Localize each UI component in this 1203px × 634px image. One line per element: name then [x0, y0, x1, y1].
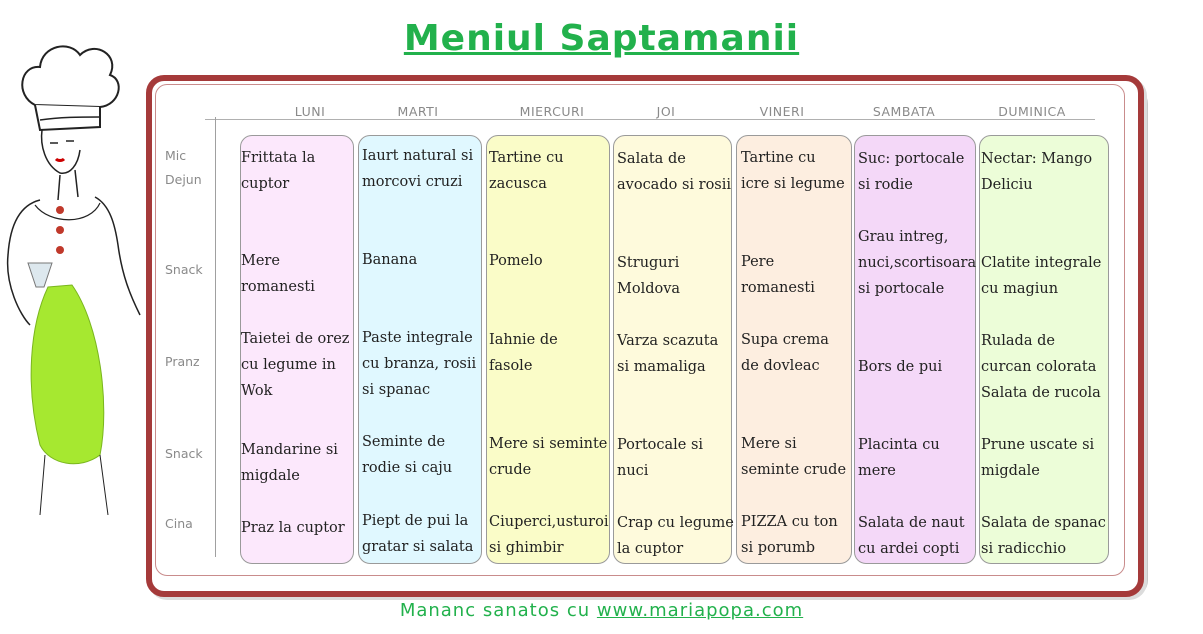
menu-cell: Iaurt natural si morcovi cruzi [362, 148, 474, 190]
meal-label-pranz: Pranz [165, 354, 200, 369]
menu-cell: Bors de pui [858, 359, 943, 375]
menu-cell: Mandarine si migdale [241, 442, 338, 484]
menu-cell: Salata de avocado si rosii [617, 151, 732, 193]
menu-cell: Ciuperci,usturoi si ghimbir [489, 514, 609, 556]
menu-cell: Paste integrale cu branza, rosii si spanac [362, 330, 477, 398]
menu-cell: Frittata la cuptor [241, 150, 316, 192]
header-axis-line [205, 119, 1095, 120]
menu-cell: Mere romanesti [241, 253, 315, 295]
day-header-joi: JOI [656, 104, 676, 119]
menu-cell: Grau intreg, nuci,scortisoara si portocale [858, 229, 977, 297]
menu-cell: Crap cu legume la cuptor [617, 515, 734, 557]
menu-cell: Mere si seminte crude [741, 436, 847, 478]
menu-cell: Iahnie de fasole [489, 332, 558, 374]
menu-cell: Mere si seminte crude [489, 436, 608, 478]
footer [0, 600, 1203, 621]
menu-cell: Salata de spanac si radicchio [981, 515, 1106, 557]
day-column-sambata [854, 135, 976, 564]
chef-illustration [0, 25, 150, 515]
meal-axis-line [215, 117, 216, 557]
menu-cell: Banana [362, 252, 418, 268]
menu-cell: Varza scazuta si mamaliga [617, 333, 719, 375]
menu-cell: Prune uscate si migdale [981, 437, 1095, 479]
menu-cell: Rulada de curcan colorata Salata de rucola [981, 333, 1101, 401]
day-header-miercuri: MIERCURI [519, 104, 585, 119]
day-header-vineri: VINERI [759, 104, 805, 119]
menu-cell: Pere romanesti [741, 254, 815, 296]
menu-cell: Salata de naut cu ardei copti [858, 515, 965, 557]
footer-text: Mananc sanatos cu [399, 600, 597, 621]
menu-cell: Nectar: Mango Deliciu [981, 151, 1093, 193]
menu-cell: Placinta cu mere [858, 437, 940, 479]
meal-label-cina: Cina [165, 516, 193, 531]
menu-cell: Pomelo [489, 253, 543, 269]
menu-cell: Struguri Moldova [617, 255, 681, 297]
menu-cell: Portocale si nuci [617, 437, 704, 479]
day-header-luni: LUNI [294, 104, 326, 119]
menu-cell: Taietei de orez cu legume in Wok [241, 331, 350, 399]
meal-label-snack-1: Snack [165, 262, 203, 277]
page-title: Meniul Saptamanii [403, 18, 800, 59]
day-header-duminica: DUMINICA [998, 104, 1066, 119]
menu-cell: Suc: portocale si rodie [858, 151, 965, 193]
menu-cell: Clatite integrale cu magiun [981, 255, 1102, 297]
menu-cell: Supa crema de dovleac [741, 332, 829, 374]
day-header-marti: MARTI [397, 104, 439, 119]
menu-cell: Tartine cu zacusca [489, 150, 564, 192]
meal-label-mic-dejun: Mic Dejun [165, 148, 202, 187]
menu-cell: Tartine cu icre si legume [741, 150, 845, 192]
menu-cell: Seminte de rodie si caju [362, 434, 453, 476]
day-header-sambata: SAMBATA [872, 104, 936, 119]
website-link[interactable]: www.mariapopa.com [596, 600, 804, 621]
menu-cell: PIZZA cu ton si porumb [741, 514, 838, 556]
menu-cell: Piept de pui la gratar si salata [362, 513, 474, 555]
menu-cell: Praz la cuptor [241, 520, 345, 536]
meal-label-snack-2: Snack [165, 446, 203, 461]
